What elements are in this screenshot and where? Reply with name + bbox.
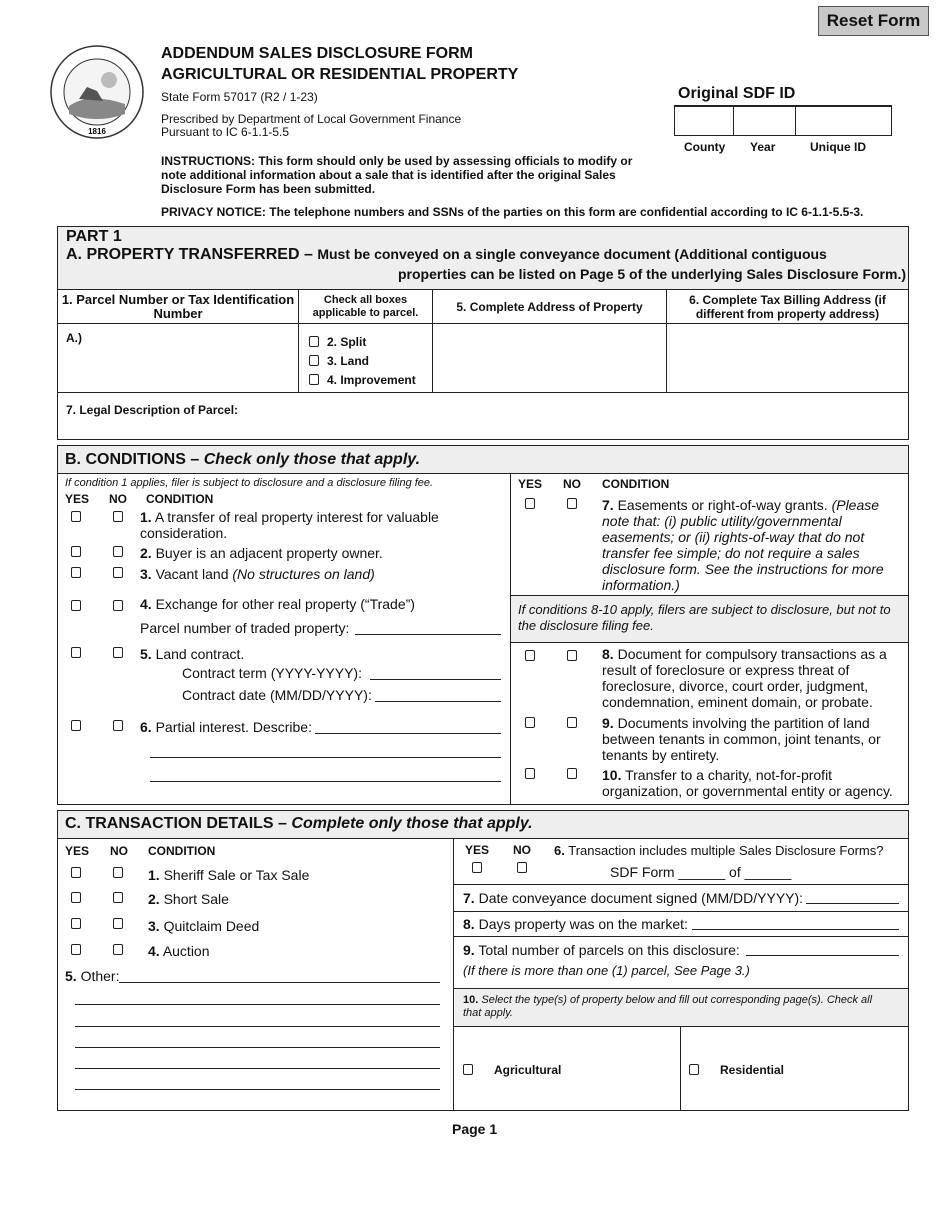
residential-label: Residential [720,1063,785,1077]
condition3-no-checkbox[interactable] [113,567,123,578]
partial-interest-field-2[interactable] [150,757,501,758]
no-header-c: NO [110,844,128,858]
transaction-heading: C. TRANSACTION DETAILS – Complete only those that apply. [65,815,533,832]
total-parcels-note: (If there is more than one (1) parcel, See Page 3.) [463,963,750,978]
col-check-boxes: Check all boxes applicable to parcel. [312,293,419,319]
short-sale-text: 2. Short Sale [148,891,229,907]
yes-header-t6: YES [465,843,490,857]
condition8-text: 8. Document for compulsory transactions as a result of foreclosure or express threat of foreclosure, divorce, court order, judgment, condemnation, eminent domain, or probate. [602,646,887,710]
page-number: Page 1 [452,1121,498,1137]
other-field-2[interactable] [75,1004,440,1005]
agricultural-label: Agricultural [494,1063,562,1077]
contract-term-field[interactable] [370,679,501,680]
contract-term-label: Contract term (YYYY-YYYY): [182,665,362,681]
col-parcel-number: 1. Parcel Number or Tax Identification Number [61,291,295,321]
sheriff-sale-text: 1. Sheriff Sale or Tax Sale [148,867,310,883]
legal-description-field[interactable] [250,395,905,437]
agricultural-checkbox[interactable] [463,1064,473,1075]
auction-yes-checkbox[interactable] [71,944,81,955]
unique-id-field[interactable] [796,107,891,135]
condition4-yes-checkbox[interactable] [71,600,81,611]
form-subtitle: AGRICULTURAL OR RESIDENTIAL PROPERTY [161,66,519,83]
condition10-no-checkbox[interactable] [567,768,577,779]
condition6-yes-checkbox[interactable] [71,720,81,731]
condition1-yes-checkbox[interactable] [71,511,81,522]
short-sale-yes-checkbox[interactable] [71,892,81,903]
condition6-text: 6. Partial interest. Describe: [140,719,312,735]
condition-header-right: CONDITION [602,477,670,491]
days-on-market-field[interactable] [692,929,899,930]
days-on-market-text: 8. Days property was on the market: [463,916,688,932]
section-a-heading: A. PROPERTY TRANSFERRED – Must be conveyed on a single conveyance document (Additional contiguous [66,246,827,263]
other-field-6[interactable] [75,1089,440,1090]
condition8-yes-checkbox[interactable] [525,650,535,661]
condition1-no-checkbox[interactable] [113,511,123,522]
col-property-address: 5. Complete Address of Property [456,299,643,314]
quitclaim-yes-checkbox[interactable] [71,918,81,929]
auction-no-checkbox[interactable] [113,944,123,955]
svg-text:1816: 1816 [88,127,106,136]
yes-header-c: YES [65,844,90,858]
condition8-no-checkbox[interactable] [567,650,577,661]
partial-interest-field-1[interactable] [315,733,501,734]
total-parcels-text: 9. Total number of parcels on this disclosure: [463,942,740,958]
condition9-yes-checkbox[interactable] [525,717,535,728]
row-a-label: A.) [66,331,82,345]
county-field[interactable] [675,107,733,135]
improvement-checkbox[interactable] [309,374,319,385]
other-field-5[interactable] [75,1068,440,1069]
auction-text: 4. Auction [148,943,210,959]
year-label: Year [750,140,776,154]
sdf-id-title: Original SDF ID [678,85,796,102]
contract-date-field[interactable] [375,701,501,702]
sheriff-sale-no-checkbox[interactable] [113,867,123,878]
residential-checkbox[interactable] [689,1064,699,1075]
improvement-label: 4. Improvement [327,373,416,387]
total-parcels-field[interactable] [746,955,899,956]
condition-header-c: CONDITION [148,844,216,858]
condition5-text: 5. Land contract. [140,646,245,662]
form-title: ADDENDUM SALES DISCLOSURE FORM [161,45,474,62]
land-label: 3. Land [327,354,370,368]
conditions-heading: B. CONDITIONS – Check only those that apply. [65,451,421,468]
partial-interest-field-3[interactable] [150,781,501,782]
other-field-1[interactable] [119,982,440,983]
unique-id-label: Unique ID [810,140,866,154]
condition2-text: 2. Buyer is an adjacent property owner. [140,545,383,561]
condition-header: CONDITION [146,492,214,506]
condition4-text: 4. Exchange for other real property (“Trade”) [140,596,415,612]
legal-description-label: 7. Legal Description of Parcel: [66,403,239,417]
state-form-number: State Form 57017 (R2 / 1-23) [161,90,318,104]
condition6-no-checkbox[interactable] [113,720,123,731]
quitclaim-no-checkbox[interactable] [113,918,123,929]
traded-parcel-field[interactable] [355,634,501,635]
condition7-text: 7. Easements or right-of-way grants. (Please note that: (i) public utility/governmental easements; or (ii) rights-of-way that do not transfer fee simple; do not require a sales disclosure form. See the instructions for more information.) [602,497,884,593]
condition3-yes-checkbox[interactable] [71,567,81,578]
prescribed-by: Prescribed by Department of Local Government Finance [161,112,462,126]
section-a-heading-line2: properties can be listed on Page 5 of the underlying Sales Disclosure Form.) [397,266,906,282]
condition10-yes-checkbox[interactable] [525,768,535,779]
property-type-text: 10. Select the type(s) of property below and fill out corresponding page(s). Check all that apply. [463,994,873,1019]
condition7-yes-checkbox[interactable] [525,498,535,509]
condition7-no-checkbox[interactable] [567,498,577,509]
condition3-text: 3. Vacant land (No structures on land) [140,566,375,582]
yes-header: YES [65,492,90,506]
billing-address-field[interactable] [668,325,906,390]
yes-header-right: YES [518,477,543,491]
conditions-8-10-note: If conditions 8-10 apply, filers are subject to disclosure, but not to the disclosure filing fee. [518,602,891,633]
indiana-state-seal [49,44,145,140]
condition1-note: If condition 1 applies, filer is subject to disclosure and a disclosure filing fee. [65,477,434,489]
col-billing-address: 6. Complete Tax Billing Address (if different from property address) [689,292,886,321]
condition9-text: 9. Documents involving the partition of land between tenants in common, joint tenants, or tenants by entirety. [602,715,881,763]
land-checkbox[interactable] [309,355,319,366]
condition1-text: 1. A transfer of real property interest for valuable consideration. [140,509,439,541]
multiple-sdf-yes-checkbox[interactable] [472,862,482,873]
traded-parcel-label: Parcel number of traded property: [140,620,350,636]
multiple-sdf-text: 6. Transaction includes multiple Sales Disclosure Forms? [554,843,884,858]
county-label: County [684,140,726,154]
condition2-no-checkbox[interactable] [113,546,123,557]
split-label: 2. Split [327,335,367,349]
condition2-yes-checkbox[interactable] [71,546,81,557]
no-header-right: NO [563,477,581,491]
reset-form-button[interactable]: Reset Form [818,6,929,36]
date-signed-field[interactable] [806,903,899,904]
no-header: NO [109,492,127,506]
condition10-text: 10. Transfer to a charity, not-for-profit organization, or governmental entity or agency. [602,767,893,799]
sdf-form-of[interactable]: SDF Form ______ of ______ [610,864,792,880]
condition5-no-checkbox[interactable] [113,647,123,658]
date-signed-text: 7. Date conveyance document signed (MM/DD/YYYY): [463,890,804,906]
quitclaim-text: 3. Quitclaim Deed [148,918,260,934]
multiple-sdf-no-checkbox[interactable] [517,862,527,873]
short-sale-no-checkbox[interactable] [113,892,123,903]
condition9-no-checkbox[interactable] [567,717,577,728]
year-field[interactable] [734,107,795,135]
other-field-3[interactable] [75,1026,440,1027]
condition5-yes-checkbox[interactable] [71,647,81,658]
parcel-number-field[interactable] [90,326,295,388]
no-header-t6: NO [513,843,531,857]
part-label: PART 1 [66,228,122,245]
instructions: INSTRUCTIONS: This form should only be used by assessing officials to modify or note additional information about a sale that is identified after the original Sales Disclosure Form has been submitted. [161,154,633,196]
other-field-4[interactable] [75,1047,440,1048]
split-checkbox[interactable] [309,336,319,347]
pursuant-to: Pursuant to IC 6-1.1-5.5 [161,125,290,139]
property-address-field[interactable] [434,325,664,390]
privacy-notice: PRIVACY NOTICE: The telephone numbers and SSNs of the parties on this form are confidential according to IC 6-1.1-5.5-3. [161,205,864,219]
contract-date-label: Contract date (MM/DD/YYYY): [182,687,372,703]
sheriff-sale-yes-checkbox[interactable] [71,867,81,878]
other-label: 5. Other: [65,968,120,984]
condition4-no-checkbox[interactable] [113,600,123,611]
